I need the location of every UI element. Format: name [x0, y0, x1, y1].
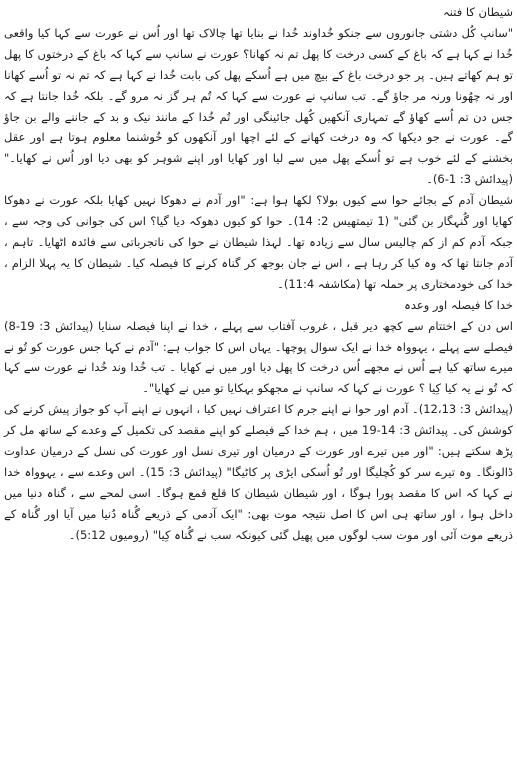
- paragraph-judgment-before-sunset: اس دن کے اختتام سے کچھ دیر قبل ، غروب آفتاب سے پہلے ، خدا نے اپنا فیصلہ سنایا (پیدائش 3: 19-8) فیصلے سے پہلے ، یہوواہ خدا نے ایک سوال پوچھا۔ یہاں اس کا جواب ہے: "آدم نے کہا جس عورت کو تُو نے میرے ساتھ کیا ہے اُس نے مجھے اُس درخت کا پھل دیا اور میں نے کھایا ۔ تب خُدا وند خُدا نے عورت سے کہا کہ تُو نے یہ کیا کِیا ؟ عورت نے کہا کہ سانپ نے مجھکو بہکایا تو میں نے کھایا"۔: [4, 318, 514, 396]
- section-heading-god-judgment-promise: خدا کا فیصلہ اور وعدہ: [404, 297, 513, 312]
- paragraph-genesis-quote: "سانپ کُل دشتی جانوروں سے جنکو خُداوند خُدا نے بنایا تھا چالاک تھا اور اُس نے عورت سے کہا کیا واقعی خُدا نے کہا ہے کہ باغ کے کسی درخت کا پھل تم نہ کھانا؟ عورت نے سانپ سے کہا کہ باغ کے درختوں کا پھل تو ہم کھاتے ہیں۔ پر جو درخت باغ کے بیچ میں ہے اُسکے پھل کی بابت خُدا نے کہا ہے کہ تم نہ تو اُسے کھانا اور نہ چھُونا ورنہ مر جاؤ گے۔ تب سانپ نے عورت سے کہا کہ تُم ہر گز نہ مرو گے۔ بلکہ خُدا جانتا ہے کہ جس دن تم اُسے کھاؤ گے تمہاری آنکھیں کُھل جائینگی اور تُم خُدا کے مانند نیک و بد کے جاننے والے بن جاؤ گے۔ عورت نے جو دیکھا کہ وہ درخت کھانے کے لئے اچھا اور آنکھوں کو خُوشنما معلوم ہوتا ہے اور عقل بخشنے کے لئے خوب ہے تو اُسکے پھل میں سے لیا اور کھایا اور اپنے شوہر کو بھی دیا اور اُس نے کھایا۔" (پیدائش 3: 1-6)۔: [4, 25, 513, 187]
- paragraph-promise-and-sin: (پیدائش 3: 12،13)۔ آدم اور حوا نے اپنے جرم کا اعتراف نہیں کیا ، انہوں نے اپنے آپ کو جواز پیش کرنے کی کوشش کی۔ پیدائش 3: 14-19 میں ، ہم خدا کے فیصلے کو اپنے مقصد کی تکمیل کے وعدے کے ساتھ مل کر پڑھ سکتے ہیں: "اور میں تیرے اور عورت کے درمیان اور تیری نسل اور عورت کی نسل کے درمیان عداوت ڈالونگا۔ وہ تیرے سر کو کُچلیگا اور تُو اُسکی ایڑی پر کاٹیگا" (پیدائش 3: 15)۔ اس وعدے سے ، یہوواہ خدا نے کہا کہ اس کا مقصد پورا ہوگا ، اور شیطان شیطان کا قلع قمع ہوگا۔ اسی لمحے سے ، گناہ دنیا میں داخل ہوا ، اور ساتھ ہی اس کا اصل نتیجہ موت بھی: "ایک آدمی کے ذریعے گُناہ دُنیا میں آیا اور گُناہ کے ذریعے موت آئی اور موت سب لوگوں میں پھیل گئی کیونکہ سب نے گُناہ کِیا" (رومیوں 5:12)۔: [4, 402, 514, 542]
- paragraph-why-eve: شیطان آدم کے بجائے حوا سے کیوں بولا؟ لکھا ہوا ہے: "اور آدم نے دھوکا نہیں کھایا بلکہ عورت نے دھوکا کھایا اور گُنہگار بن گئی" (1 تیمتھیس 2: 14)۔ حوا کو کیوں دھوکہ دیا گیا؟ اس کی جوانی کی وجہ سے ، جبکہ آدم کم از کم چالیس سال سے زیادہ تھا۔ لہذا شیطان نے حوا کی ناتجرباتی سے فائدہ اٹھایا۔ تاہم ، آدم جانتا تھا کہ وہ کیا کر رہا ہے ، اس نے جان بوجھ کر گناہ کرنے کا فیصلہ کیا۔ شیطان کا یہ پہلا الزام ، خدا کی خودمختاری پر حملہ تھا (مکاشفہ 11:4)۔: [4, 193, 513, 291]
- section-heading-satan-temptation: شیطان کا فتنہ: [443, 5, 513, 19]
